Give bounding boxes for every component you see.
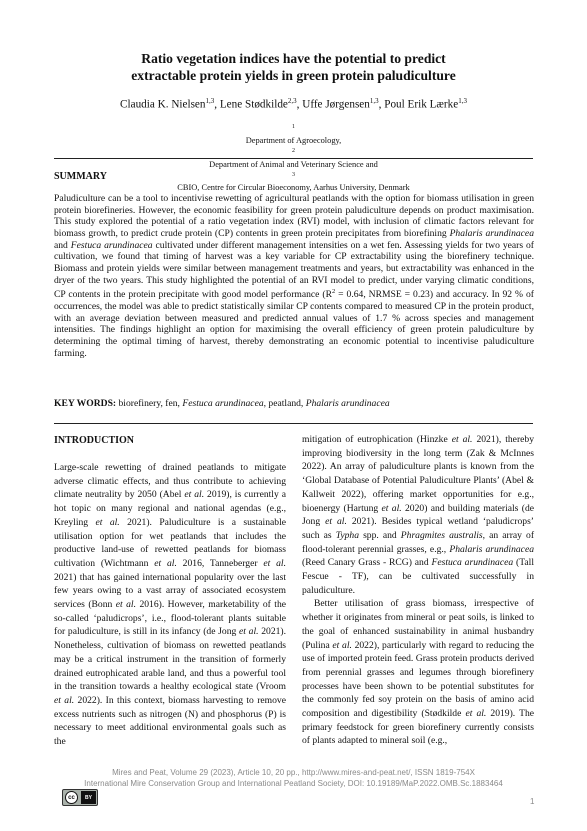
affiliation-number: 2 <box>292 147 295 154</box>
affiliation-text: Department of Animal and Veterinary Science and <box>209 159 378 169</box>
italic-term: et al. <box>184 489 205 501</box>
summary-heading: SUMMARY <box>54 171 107 182</box>
species-name: Festuca arundinacea <box>70 239 153 251</box>
attribution-icon: BY <box>81 791 96 804</box>
footer-citation: Mires and Peat, Volume 29 (2023), Article 10, 20 pp., http://www.mires-and-peat.net/, ISSN 1819-754X <box>112 768 475 777</box>
keyword-species: Festuca arundinacea <box>182 398 264 409</box>
affiliation-line-2 <box>40 170 547 194</box>
summary-text: cultivated under different management intensities on a wet fen. Assessing yields for two years of cultivation, we found that timing of harvest was a key variable for CP extractability using the biorefinery technique. Biomass and protein yields were similar between management treatments and years, but extractability was enhanced in the dryer of the two years. This study highlighted the potential of an RVI model to predict, under varying climatic conditions, CP contents in the protein precipitate with good model performance (R <box>54 239 534 301</box>
italic-term: et al. <box>115 599 136 611</box>
title-line-1: Ratio vegetation indices have the potential to predict <box>141 51 446 66</box>
body-text: 2016). However, marketability of the so-called ‘paludicrops’, i.e., flood-tolerant plants suitable for paludiculture, is still in its infancy (de Jong <box>54 599 287 638</box>
author-list <box>40 94 547 112</box>
author-name: Poul Erik Lærke <box>384 98 459 111</box>
body-text: 2021). Nonetheless, cultivation of biomass on rewetted peatlands may be a critical instrument in the transition of formerly drained eutrophicated arable land, and thus a powerful tool in the transition towards a healthy ecological state (Vroom <box>54 626 287 693</box>
footer-doi: International Mire Conservation Group and International Peatland Society, DOI: 10.19189/MaP.2022.OMB.Sc.1883464 <box>84 778 503 788</box>
affiliation-text: CBIO, Centre for Circular Bioeconomy, Aarhus University, Denmark <box>177 183 410 193</box>
italic-term: et al. <box>465 708 487 720</box>
author-name: Uffe Jørgensen <box>302 98 370 111</box>
body-text: 2022), particularly with regard to reducing the use of imported protein feed. Grass protein products derived from perennial grasses and legumes through biorefinery processes have been shown to be potential substitutes for the commonly fed soy protein on the basis of amino acid composition and digestibility (Stødkilde <box>302 639 534 720</box>
summary-paragraph <box>54 193 534 359</box>
italic-term: et al. <box>263 557 286 569</box>
introduction-paragraph <box>302 597 534 748</box>
body-text: 2016, Tanneberger <box>176 557 264 569</box>
introduction-right-column <box>302 433 534 748</box>
italic-term: Festuca arundinacea <box>431 557 514 569</box>
journal-footer <box>40 768 547 789</box>
paper-title <box>40 50 547 84</box>
summary-text: and <box>54 239 71 251</box>
title-line-2: extractable protein yields in green protein paludiculture <box>131 68 456 83</box>
italic-term: Typha <box>335 529 359 541</box>
summary-body <box>54 193 534 359</box>
body-text: mitigation of eutrophication (Hinzke <box>302 434 452 445</box>
keywords-text: , peatland, <box>263 398 306 409</box>
body-text: , an array of flood-tolerant perennial grasses, e.g., <box>302 529 535 555</box>
author-name: Claudia K. Nielsen <box>120 98 206 111</box>
body-text: spp. and <box>359 529 401 541</box>
keywords-divider <box>54 423 533 424</box>
italic-term: et al. <box>381 502 402 514</box>
introduction-paragraph <box>302 433 534 597</box>
body-text: (Tall Fescue - TF), can be cultivated successfully in paludiculture. <box>302 557 534 596</box>
affiliation-line-1 <box>40 122 547 170</box>
summary-text: Paludiculture can be a tool to incentivise rewetting of agricultural peatlands with the option for biomass utilisation in green protein biorefineries. However, the economic feasibility for green protein paludiculture depends on product maximisation. This study explored the potential of a ratio vegetation index (RVI) model, with inclusion of climatic factors relevant for biomass growth, to predict crude protein (CP) contents in green protein precipitates from biorefining <box>54 193 534 239</box>
introduction-heading: INTRODUCTION <box>54 435 135 446</box>
italic-term: Phragmites australis <box>400 529 483 541</box>
author-separator: , <box>296 98 303 111</box>
author-name: Lene Stødkilde <box>219 98 288 111</box>
body-text: 2019), is currently a hot topic on many regional and national agendas (e.g., Kreyling <box>54 489 286 528</box>
keyword-species: Phalaris arundinacea <box>305 398 390 409</box>
italic-term: et al. <box>451 434 473 445</box>
italic-term: et al. <box>54 694 75 706</box>
summary-text: = 0.64, NRMSE = 0.23) and accuracy. In 92 % of occurrences, the model was able to predict statistically similar CP contents compared to measured CP in the protein product, with an average deviation between measured and predicted annual values of 1.7 % across species and management intensities. The findings highlight an option for maximising the overall efficiency of green protein paludiculture by determining the optimal timing of harvest, thereby demonstrating an economic potential to incentivise paludiculture farming. <box>54 289 534 359</box>
italic-term: et al. <box>95 516 120 528</box>
body-text: Large-scale rewetting of drained peatlands to mitigate adverse climatic effects, and thus contribute to achieving climate neutrality by 2050 (Abel <box>54 462 286 501</box>
body-text: 2021). Besides typical wetland ‘paludicrops’ such as <box>302 516 534 541</box>
body-text: (Reed Canary Grass - RCG) and <box>302 557 432 569</box>
author-separator: , <box>214 98 220 111</box>
affiliation-text: Department of Agroecology, <box>245 135 342 145</box>
header-divider <box>54 158 533 159</box>
keywords-text: biorefinery, fen, <box>116 398 183 409</box>
author-separator: , <box>378 98 385 111</box>
page-number: 1 <box>530 797 535 806</box>
introduction-left-column <box>54 461 286 749</box>
italic-term: et al. <box>239 626 259 638</box>
author-affiliation-marker: 1,3 <box>205 97 215 105</box>
introduction-paragraph <box>54 461 286 749</box>
author-affiliation-marker: 2,3 <box>287 97 297 105</box>
body-text: 2020) and building materials (de Jong <box>302 502 535 528</box>
author-affiliation-marker: 1,3 <box>369 97 379 105</box>
keywords-label: KEY WORDS: <box>54 398 117 409</box>
italic-term: et al. <box>325 516 347 528</box>
body-text: 2022). In this context, biomass harvesting to remove excess nutrients such as nitrogen (N) and phosphorus (P) is necessary to meet additional environmental goals such as the <box>54 694 286 748</box>
body-text: 2021). Paludiculture is a sustainable utilisation option for wet peatlands that includes the productive land-use of rewetted peatlands for biomass cultivation (Wichtmann <box>54 516 286 569</box>
r-squared-exponent: 2 <box>331 288 336 296</box>
author-affiliation-marker: 1,3 <box>458 97 467 105</box>
cc-license-badge[interactable] <box>62 789 98 806</box>
affiliation-number: 1 <box>292 124 295 130</box>
body-text: 2021) that has gained international popularity over the last few years owing to a vast array of associated ecosystem services (Bonn <box>54 571 286 611</box>
body-text: 2019). The primary feedstock for green biorefinery currently consists of plants adapted to mineral soil (e.g., <box>302 708 534 747</box>
body-text: 2021), thereby improving biodiversity in the long term (Zak & McInnes 2022). An array of paludiculture plants is known from the ‘Global Database of Potential Paludiculture Plants’ (Abel & Kallweit 2022), offering market opportunities for e.g., bioenergy (Hartung <box>302 434 534 514</box>
species-name: Phalaris arundinacea <box>449 227 534 239</box>
body-text: Better utilisation of grass biomass, irrespective of whether it originates from mineral or peat soils, is linked to the goal of enhanced sustainability in animal husbandry (Pulina <box>302 598 534 651</box>
italic-term: et al. <box>154 557 177 569</box>
creative-commons-icon: cc <box>65 791 78 804</box>
italic-term: Phalaris arundinacea <box>449 543 535 555</box>
affiliation-number: 3 <box>292 171 295 178</box>
italic-term: et al. <box>332 639 352 651</box>
keywords <box>54 398 534 410</box>
